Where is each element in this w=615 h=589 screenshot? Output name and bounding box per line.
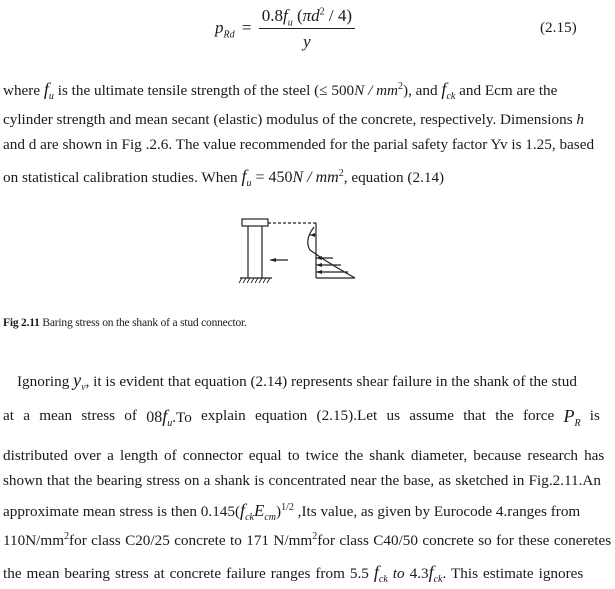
force-arrow-icon bbox=[270, 258, 276, 262]
para2-line2: at a mean stress of $08f_u.To$ explain equation (2.15).Let us assume that the force $P_R$ is bbox=[3, 406, 600, 430]
stud-head-icon bbox=[242, 219, 268, 226]
para1-line3: and d are shown in Fig .2.6. The value recommended for the parial safety factor Yv is 1.25, based bbox=[3, 136, 595, 153]
stud-connector-sketch bbox=[239, 219, 355, 283]
para1-line1: where $f_u$ is the ultimate tensile strength of the steel (≤ $500N / mm^2$), and $f_{ck}$ and Ecm are the bbox=[3, 79, 558, 103]
eq-fraction bbox=[259, 6, 355, 52]
figure-caption-text: Baring stress on the shank of a stud connector. bbox=[39, 317, 247, 329]
ground-hatch-icon bbox=[239, 278, 270, 283]
eq-denominator: y bbox=[303, 32, 311, 51]
para2-line7: the mean bearing stress at concrete failure ranges from 5.5 $f_{ck}$ to $4.3f_{ck}$. This estimate ignores bbox=[3, 562, 584, 586]
equation-2-15: $p_{Rd}$ = $\frac{0.8f_u (\pi d^2 / 4)}{y}$ bbox=[215, 6, 355, 52]
para2-line6: $110N/mm^2for$ class C20/25 concrete to 171 $N/mm^2for$ class C40/50 concrete so for these coneretes bbox=[3, 530, 612, 549]
para2-line4: shown that the bearing stress on a shank is concentrated near the base, as sketched in Fig.2.11.An bbox=[3, 472, 601, 489]
eq-lhs: $p_{Rd}$ bbox=[215, 17, 235, 41]
equation-number: (2.15) bbox=[540, 19, 577, 36]
figure-label: Fig 2.11 bbox=[3, 317, 40, 329]
eq-numerator: $0.8f_u$ $(\pi d^2 / 4)$ bbox=[259, 6, 355, 29]
para2-line3: distributed over a length of connector equal to twice the shank diameter, because research has bbox=[3, 447, 605, 464]
figure-caption bbox=[3, 317, 247, 329]
para1-line2: cylinder strength and mean secant (elastic) modulus of the concrete, respectively. Dimensions h bbox=[3, 111, 585, 128]
para1-line4: on statistical calibration studies. When $f_u = 450N / mm^2$, equation (2.14) bbox=[3, 166, 445, 190]
para2-line1: Ignoring $y_v$, it is evident that equation (2.14) represents shear failure in the shank of the stud bbox=[17, 370, 577, 394]
para2-line5: approximate mean stress is then $0.145(f_{ck}E_{cm})^{1/2}$ ,Its value, as given by Eurocode 4.ranges from bbox=[3, 500, 581, 524]
stud-bearing-stress-figure bbox=[238, 215, 378, 295]
